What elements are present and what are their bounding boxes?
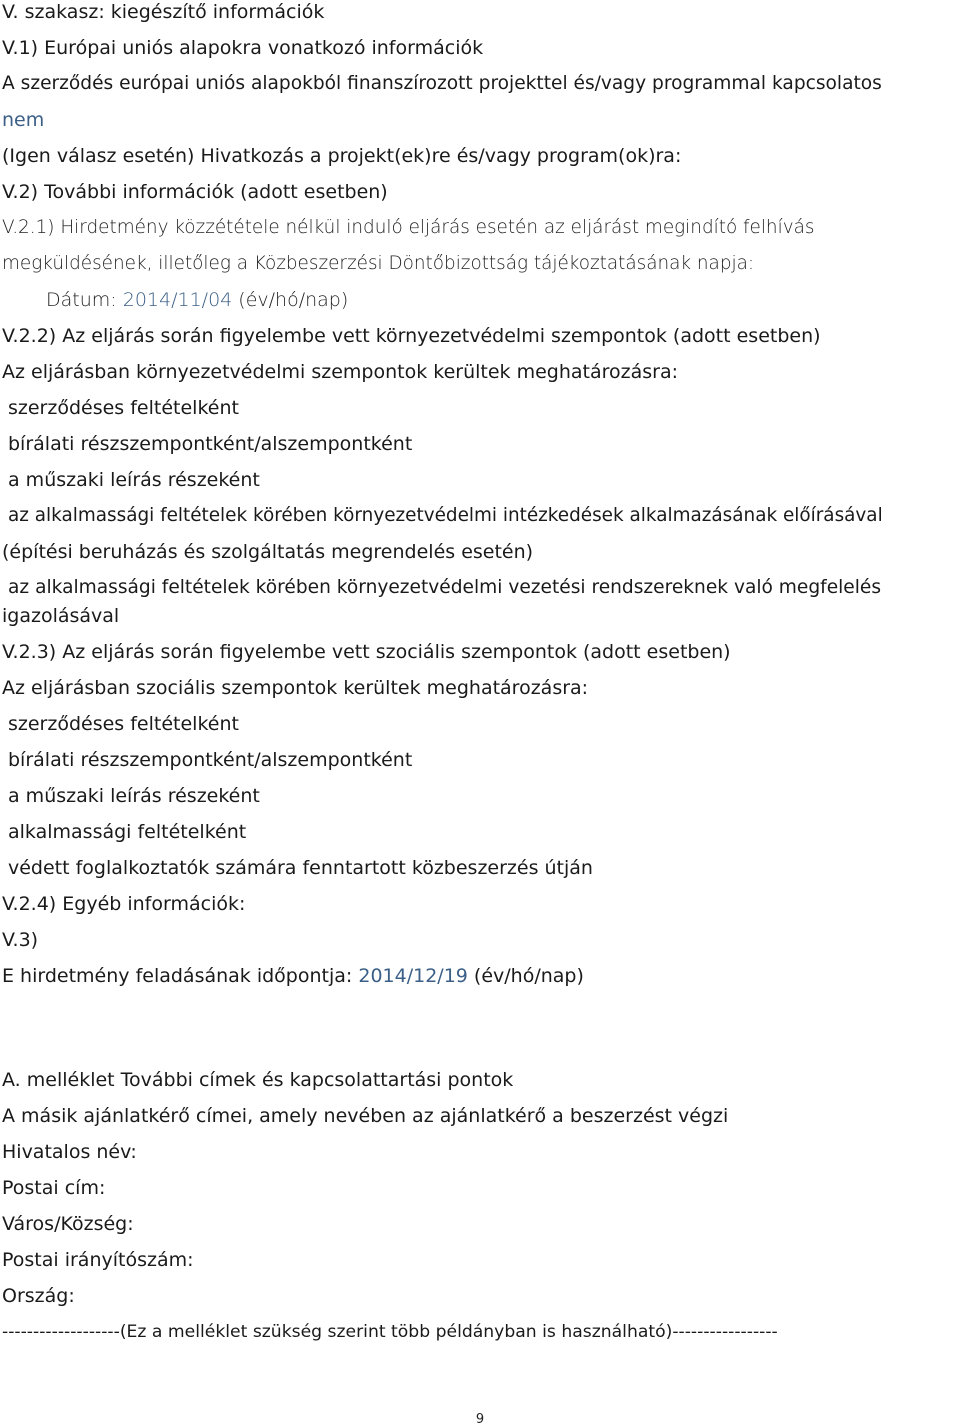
v23-item: bírálati részszempontként/alszempontként bbox=[8, 749, 413, 771]
v22-item: szerződéses feltételként bbox=[8, 397, 239, 419]
date-value: 2014/11/04 bbox=[122, 289, 233, 311]
date-row bbox=[46, 288, 348, 312]
v23-intro: Az eljárásban szociális szempontok kerültek meghatározásra: bbox=[2, 677, 589, 699]
v24-heading: V.2.4) Egyéb információk: bbox=[2, 893, 246, 915]
annex-field-official-name: Hivatalos név: bbox=[2, 1141, 137, 1163]
annex-field-postal-code: Postai irányítószám: bbox=[2, 1249, 194, 1271]
annex-subtitle: A másik ajánlatkérő címei, amely nevében az ajánlatkérő a beszerzést végzi bbox=[2, 1105, 729, 1127]
v23-heading: V.2.3) Az eljárás során figyelembe vett szociális szempontok (adott esetben) bbox=[2, 641, 731, 663]
date-label: Dátum: bbox=[46, 289, 117, 311]
annex-field-postal-address: Postai cím: bbox=[2, 1177, 106, 1199]
v2-heading: V.2) További információk (adott esetben) bbox=[2, 181, 388, 203]
posting-date-row bbox=[2, 964, 584, 988]
annex-field-country: Ország: bbox=[2, 1285, 75, 1307]
page-number: 9 bbox=[475, 1412, 485, 1427]
v22-item: az alkalmassági feltételek körében környezetvédelmi intézkedések alkalmazásának előírásával bbox=[8, 505, 883, 526]
annex-separator: -------------------(Ez a melléklet szükség szerint több példányban is használható)----------------- bbox=[2, 1322, 778, 1342]
eu-funds-question: A szerződés európai uniós alapokból finanszírozott projekttel és/vagy programmal kapcsolatos bbox=[2, 73, 882, 94]
annex-title: A. melléklet További címek és kapcsolattartási pontok bbox=[2, 1069, 514, 1091]
section-title: V. szakasz: kiegészítő információk bbox=[2, 1, 325, 23]
v22-item: a műszaki leírás részeként bbox=[8, 469, 260, 491]
posting-date-value: 2014/12/19 bbox=[358, 965, 468, 987]
v22-item: az alkalmassági feltételek körében környezetvédelmi vezetési rendszereknek való megfelelés bbox=[8, 577, 882, 598]
annex-field-town: Város/Község: bbox=[2, 1213, 134, 1235]
v23-item: védett foglalkoztatók számára fenntartott közbeszerzés útján bbox=[8, 857, 593, 879]
v22-item: bírálati részszempontként/alszempontként bbox=[8, 433, 413, 455]
v23-item: szerződéses feltételként bbox=[8, 713, 239, 735]
v23-item: alkalmassági feltételként bbox=[8, 821, 247, 843]
v23-item: a műszaki leírás részeként bbox=[8, 785, 260, 807]
v22-heading: V.2.2) Az eljárás során figyelembe vett környezetvédelmi szempontok (adott esetben) bbox=[2, 325, 821, 347]
eu-funds-reference: (Igen válasz esetén) Hivatkozás a projekt(ek)re és/vagy program(ok)ra: bbox=[2, 145, 682, 167]
date-format: (év/hó/nap) bbox=[238, 289, 349, 311]
v22-item-continued: igazolásával bbox=[2, 605, 120, 627]
v1-heading: V.1) Európai uniós alapokra vonatkozó információk bbox=[2, 37, 484, 59]
v3-heading: V.3) bbox=[2, 929, 39, 951]
v22-intro: Az eljárásban környezetvédelmi szempontok kerültek meghatározásra: bbox=[2, 361, 679, 383]
v21-text-line-1: V.2.1) Hirdetmény közzététele nélkül induló eljárás esetén az eljárást megindító felhívás bbox=[2, 217, 815, 238]
v22-item-continued: (építési beruházás és szolgáltatás megrendelés esetén) bbox=[2, 541, 534, 563]
v21-text-line-2: megküldésének, illetőleg a Közbeszerzési Döntőbizottság tájékoztatásának napja: bbox=[2, 253, 755, 274]
eu-funds-answer: nem bbox=[2, 109, 45, 131]
posting-date-label: E hirdetmény feladásának időpontja: bbox=[2, 965, 353, 987]
posting-date-format: (év/hó/nap) bbox=[473, 965, 584, 987]
